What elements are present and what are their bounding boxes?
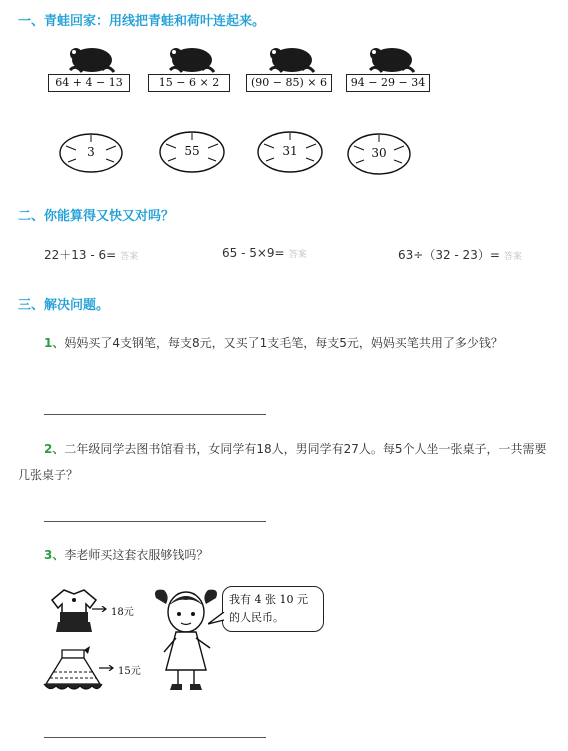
leaf-number: 55 xyxy=(184,144,200,158)
skirt-icon xyxy=(42,646,104,696)
question-1 xyxy=(18,330,548,356)
frog-icon xyxy=(162,44,218,74)
speech-tail-icon xyxy=(208,612,226,626)
answer-line-3[interactable] xyxy=(44,737,266,738)
leaf-number: 31 xyxy=(282,144,298,158)
section3-title: 三、解决问题。 xyxy=(18,298,110,313)
calc-expression: 63÷（32 - 23）= xyxy=(398,248,500,262)
calc-expression: 22＋13 - 6= xyxy=(44,248,117,262)
answer-tag[interactable]: 答案 xyxy=(288,250,307,260)
section2-title: 二、你能算得又快又对吗？ xyxy=(18,209,175,224)
shirt-price: 18元 xyxy=(111,607,134,618)
calc-problem-3 xyxy=(398,246,522,263)
frog-card-2 xyxy=(148,44,232,96)
calc-problem-1 xyxy=(44,246,138,263)
question-text: 妈妈买了4支钢笔，每支8元，又买了1支毛笔，每支5元，妈妈买笔共用了多少钱？ xyxy=(64,336,503,350)
lotus-leaf-4 xyxy=(346,132,412,176)
answer-line-1[interactable] xyxy=(44,414,266,415)
skirt-price: 15元 xyxy=(118,666,141,677)
question-number: 3、 xyxy=(44,548,65,562)
question-number: 1、 xyxy=(44,336,65,350)
question-text: 李老师买这套衣服够钱吗？ xyxy=(64,548,209,562)
frog-icon xyxy=(262,44,318,74)
question-number: 2、 xyxy=(44,442,65,456)
frog-icon xyxy=(362,44,418,74)
question-3 xyxy=(18,542,548,568)
question-text: 二年级同学去图书馆看书，女同学有18人，男同学有27人。每5个人坐一张桌子，一共需要几张桌子？ xyxy=(18,442,547,482)
answer-line-2[interactable] xyxy=(44,521,266,522)
calc-expression: 65 - 5×9= xyxy=(222,246,285,260)
arrow-icon xyxy=(99,665,117,671)
frog-expression: (90 − 85) × 6 xyxy=(246,74,332,92)
frog-expression: 94 − 29 − 34 xyxy=(346,74,430,92)
frog-expression: 64 + 4 − 13 xyxy=(48,74,130,92)
frog-expression: 15 − 6 × 2 xyxy=(148,74,230,92)
arrow-icon xyxy=(92,606,110,612)
frog-card-4 xyxy=(346,44,432,96)
speech-bubble: 我有 4 张 10 元的人民币。 xyxy=(222,586,324,632)
girl-icon xyxy=(150,586,222,696)
question-2 xyxy=(18,436,548,488)
frog-card-3 xyxy=(246,44,334,96)
section1-title: 一、青蛙回家：用线把青蛙和荷叶连起来。 xyxy=(18,14,266,29)
lotus-leaf-3 xyxy=(256,130,324,174)
lotus-leaf-2 xyxy=(158,130,226,174)
lotus-leaf-1 xyxy=(58,132,124,174)
frog-card-1 xyxy=(48,44,132,96)
answer-tag[interactable]: 答案 xyxy=(503,252,522,262)
leaf-number: 3 xyxy=(87,145,95,159)
frog-icon xyxy=(62,44,118,74)
leaf-number: 30 xyxy=(371,146,387,160)
answer-tag[interactable]: 答案 xyxy=(120,252,139,262)
calc-problem-2 xyxy=(222,246,307,260)
